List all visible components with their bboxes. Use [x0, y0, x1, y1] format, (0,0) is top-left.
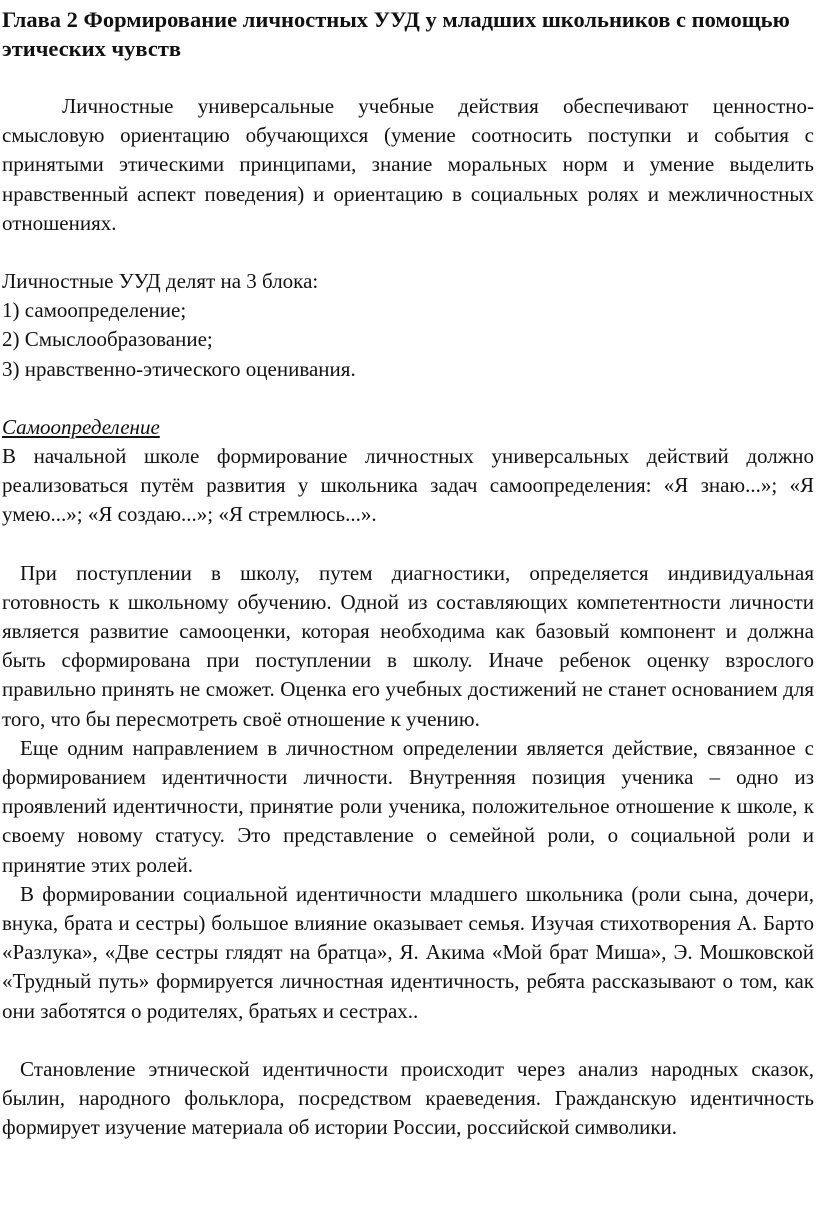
paragraph-self-determination: В начальной школе формирование личностных универсальных действий должно реализоваться путём развития у школьника задач самоопределения: «Я знаю...»; «Я умею...»; «Я создаю...»; «Я стремлюсь...».	[2, 444, 814, 527]
spacer	[2, 238, 814, 267]
list-item: 1) самоопределение;	[2, 298, 187, 323]
blocks-list	[2, 267, 814, 384]
spacer	[2, 63, 814, 92]
spacer	[2, 1026, 814, 1055]
list-item: 2) Смыслообразование;	[2, 327, 213, 352]
paragraph-ethnic-identity: Становление этнической идентичности происходит через анализ народных сказок, былин, народного фольклора, посредством краеведения. Гражданскую идентичность формирует изучение материала об истории России, российской символики.	[2, 1056, 814, 1140]
paragraph-identity: Еще одним направлением в личностном определении является действие, связанное с формированием идентичности личности. Внутренняя позиция ученика – одно из проявлений идентичности, принятие роли ученика, положительное отношение к школе, к своему новому статусу. Это представление о семейной роли, о социальной роли и принятие этих ролей.	[2, 735, 814, 877]
paragraph-social-identity: В формировании социальной идентичности младшего школьника (роли сына, дочери, внука, брата и сестры) большое влияние оказывает семья. Изучая стихотворения А. Барто «Разлука», «Две сестры глядят на братца», Я. Акима «Мой брат Миша», Э. Мошковской «Трудный путь» формируется личностная идентичность, ребята рассказывают о том, как они заботятся о родителях, братьях и сестрах..	[2, 881, 814, 1023]
intro-paragraph: Личностные универсальные учебные действия обеспечивают ценностно-смысловую ориентацию обучающихся (умение соотносить поступки и события с принятыми этическими принципами, знание моральных норм и умение выделить нравственный аспект поведения) и ориентацию в социальных ролях и межличностных отношениях.	[2, 94, 814, 235]
paragraph-school-readiness: При поступлении в школу, путем диагностики, определяется индивидуальная готовность к школьному обучению. Одной из составляющих компетентности личности является развитие самооценки, которая необходима как базовый компонент и должна быть сформирована при поступлении в школу. Иначе ребенок оценку взрослого правильно принять не сможет. Оценка его учебных достижений не станет основанием для того, что бы пересмотреть своё отношение к учению.	[2, 560, 814, 731]
list-item: 3) нравственно-этического оценивания.	[2, 356, 356, 381]
page-title: Глава 2 Формирование личностных УУД у младших школьников с помощью этических чувств	[2, 7, 790, 61]
blocks-intro: Личностные УУД делят на 3 блока:	[2, 269, 319, 294]
spacer	[2, 530, 814, 559]
section-subheading	[2, 413, 814, 442]
spacer	[2, 384, 814, 413]
subheading-text: Самоопределение	[2, 414, 160, 439]
